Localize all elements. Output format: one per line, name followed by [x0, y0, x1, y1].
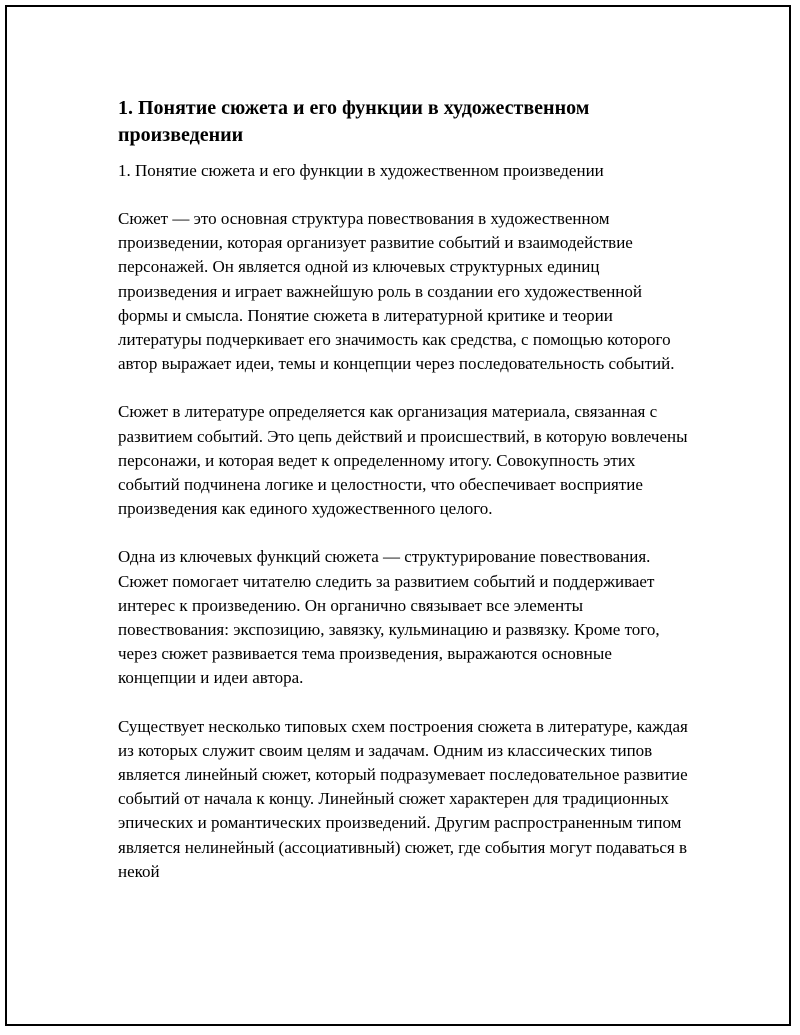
paragraph-2: Сюжет в литературе определяется как организация материала, связанная с развитием событий. Это цепь действий и происшествий, в которую вовлечены персонажи, и которая ведет к определенному итогу. Совокупность этих событий подчинена логике и целостности, что обеспечивает восприятие произведения как единого художественного целого.: [118, 402, 688, 519]
paragraph-3: Одна из ключевых функций сюжета — структурирование повествования. Сюжет помогает читателю следить за развитием событий и поддерживает интерес к произведению. Он органично связывает все элементы повествования: экспозицию, завязку, кульминацию и развязку. Кроме того, через сюжет развивается тема произведения, выражаются основные концепции и идеи автора.: [118, 547, 660, 688]
section-heading: 1. Понятие сюжета и его функции в художественном произведении: [118, 97, 590, 146]
document-body: [118, 95, 690, 908]
paragraph-1: Сюжет — это основная структура повествования в художественном произведении, которая организует развитие событий и взаимодействие персонажей. Он является одной из ключевых структурных единиц произведения и играет важнейшую роль в создании его художественной формы и смысла. Понятие сюжета в литературной критике и теории литературы подчеркивает его значимость как средства, с помощью которого автор выражает идеи, темы и концепции через последовательность событий.: [118, 209, 675, 374]
section-subheading: 1. Понятие сюжета и его функции в художественном произведении: [118, 161, 604, 180]
paragraph-4: Существует несколько типовых схем построения сюжета в литературе, каждая из которых служит своим целям и задачам. Одним из классических типов является линейный сюжет, который подразумевает последовательное развитие событий от начала к концу. Линейный сюжет характерен для традиционных эпических и романтических произведений. Другим распространенным типом является нелинейный (ассоциативный) сюжет, где события могут подаваться в некой: [118, 716, 688, 881]
